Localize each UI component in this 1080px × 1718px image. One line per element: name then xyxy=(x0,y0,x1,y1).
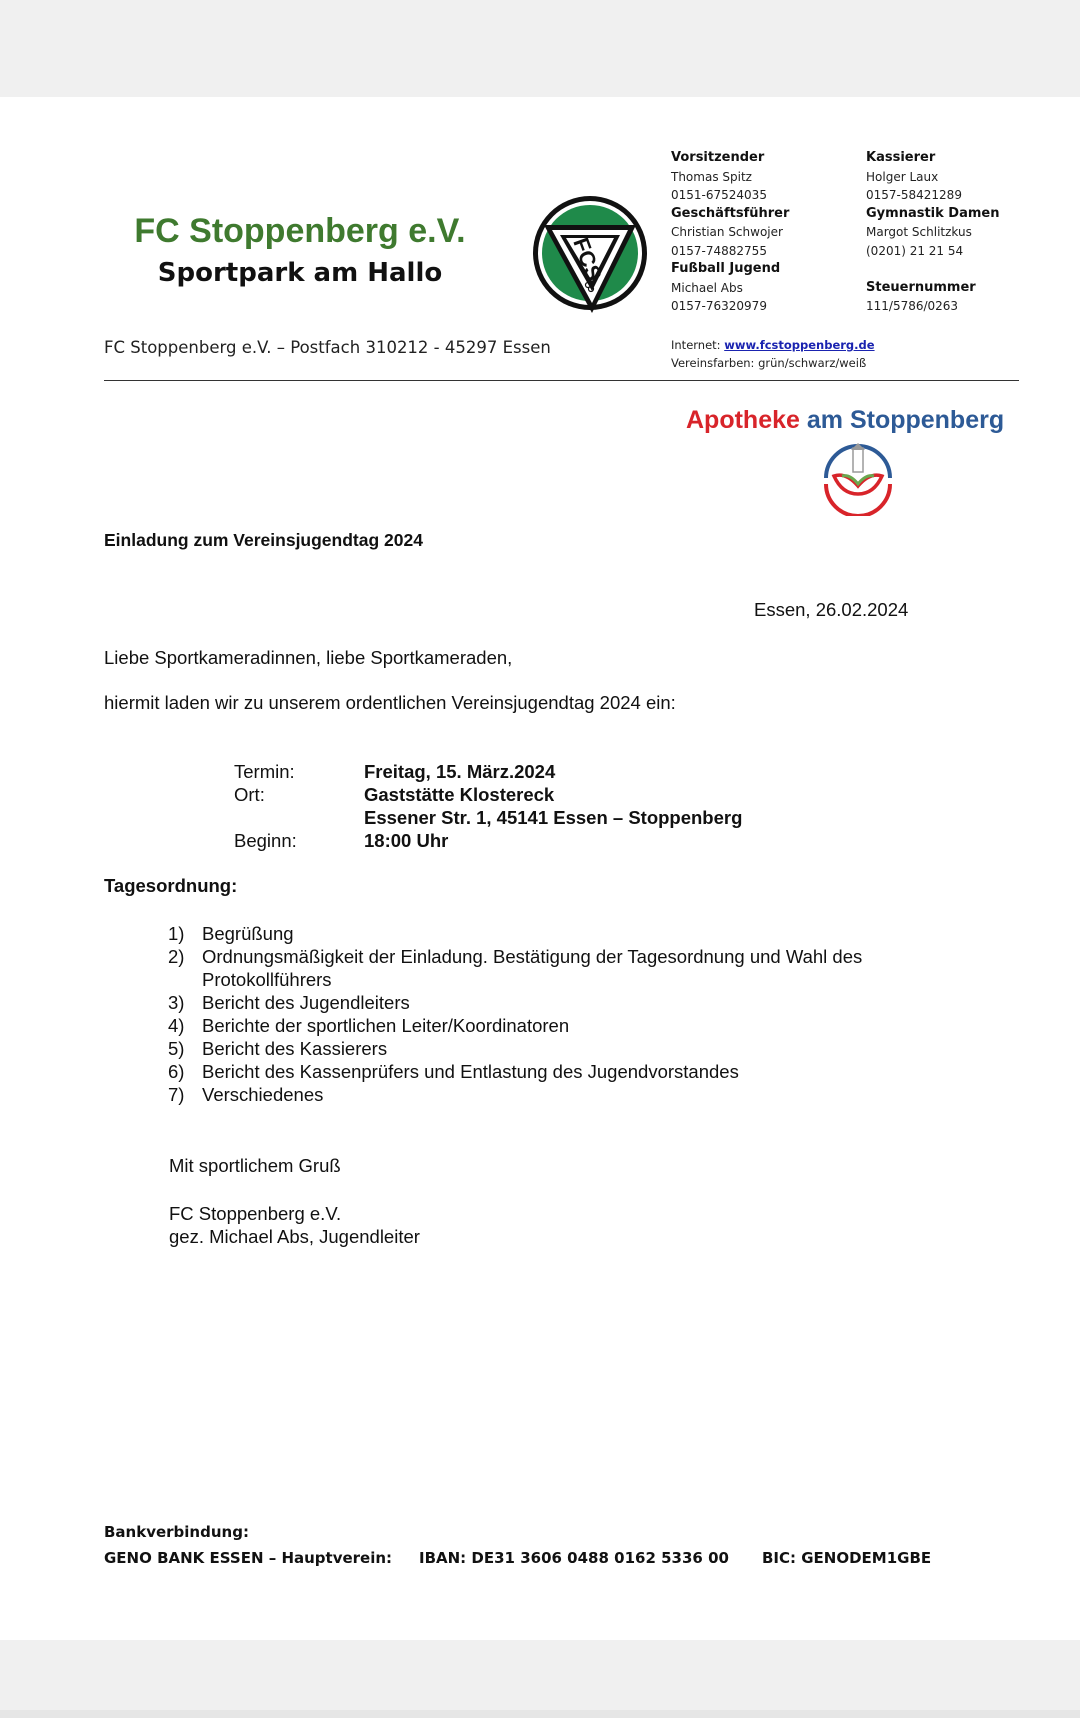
club-colors: Vereinsfarben: grün/schwarz/weiß xyxy=(671,356,867,370)
sponsor-name-part2: am Stoppenberg xyxy=(806,406,1005,434)
tax-number: 111/5786/0263 xyxy=(866,299,959,313)
letter-date: Essen, 26.02.2024 xyxy=(754,599,909,620)
contact-role: Geschäftsführer xyxy=(671,205,790,221)
bank-label: Bankverbindung: xyxy=(104,1523,249,1541)
contact-name: Holger Laux xyxy=(866,169,939,184)
agenda-item: 5) Bericht des Kassierers xyxy=(168,1038,388,1059)
contact-role: Vorsitzender xyxy=(671,150,765,165)
ort-label: Ort: xyxy=(234,784,265,805)
bottom-margin-band xyxy=(0,1640,1080,1718)
club-subtitle: Sportpark am Hallo xyxy=(157,258,443,288)
letter-closing: Mit sportlichem Gruß xyxy=(169,1155,341,1176)
contact-phone: 0157-76320979 xyxy=(671,299,767,313)
agenda-title: Tagesordnung: xyxy=(104,875,238,896)
contacts-right-column xyxy=(866,149,999,316)
contact-phone: 0157-74882755 xyxy=(671,243,767,258)
internet-info xyxy=(671,336,875,372)
contact-phone: 0151-67524035 xyxy=(671,188,767,202)
contact-role: Gymnastik Damen xyxy=(866,205,1000,221)
termin-label: Termin: xyxy=(234,761,295,782)
internet-label: Internet: xyxy=(671,338,721,352)
bank-iban: IBAN: DE31 3606 0488 0162 5336 00 xyxy=(419,1549,729,1567)
bank-name: GENO BANK ESSEN – Hauptverein: xyxy=(104,1549,393,1567)
signature-org: FC Stoppenberg e.V. xyxy=(169,1203,342,1224)
club-name: FC Stoppenberg e.V. xyxy=(134,212,466,250)
signature-name: gez. Michael Abs, Jugendleiter xyxy=(169,1226,420,1247)
letter-signature xyxy=(169,1202,420,1248)
ort-value: Gaststätte Klostereck xyxy=(364,784,555,805)
contact-name: Thomas Spitz xyxy=(671,169,752,184)
contact-phone: 0157-58421289 xyxy=(866,188,962,202)
termin-value: Freitag, 15. März.2024 xyxy=(364,761,556,782)
postal-address: FC Stoppenberg e.V. – Postfach 310212 - 45297 Essen xyxy=(104,338,551,357)
agenda-item: 7) Verschiedenes xyxy=(168,1084,324,1105)
agenda-item: 6) Bericht des Kassenprüfers und Entlastung des Jugendvorstandes xyxy=(168,1061,739,1082)
club-logo xyxy=(530,193,650,317)
contact-name: Michael Abs xyxy=(671,280,743,295)
beginn-label: Beginn: xyxy=(234,830,297,851)
letter-subject: Einladung zum Vereinsjugendtag 2024 xyxy=(104,530,423,550)
ort-address: Essener Str. 1, 45141 Essen – Stoppenberg xyxy=(364,807,743,828)
event-details xyxy=(234,760,742,852)
tax-number-label: Steuernummer xyxy=(866,279,976,295)
agenda-item: 1) Begrüßung xyxy=(168,923,294,944)
contact-name: Margot Schlitzkus xyxy=(866,225,972,239)
contact-role: Fußball Jugend xyxy=(671,261,781,276)
contact-phone: (0201) 21 21 54 xyxy=(866,243,964,258)
sponsor-logo xyxy=(820,442,896,516)
letter-greeting: Liebe Sportkameradinnen, liebe Sportkameraden, xyxy=(104,647,513,668)
agenda-list xyxy=(168,922,958,1106)
contact-name: Christian Schwojer xyxy=(671,225,783,239)
club-logo-letters: FCS xyxy=(568,234,607,285)
beginn-value: 18:00 Uhr xyxy=(364,830,449,851)
bank-bic: BIC: GENODEM1GBE xyxy=(762,1549,932,1567)
sponsor-name xyxy=(686,406,1004,435)
agenda-item: 3) Bericht des Jugendleiters xyxy=(168,992,410,1013)
top-margin-band xyxy=(0,0,1080,97)
letter-intro: hiermit laden wir zu unserem ordentlichen Vereinsjugendtag 2024 ein: xyxy=(104,692,676,713)
header-divider xyxy=(104,380,1019,381)
sponsor-name-part1: Apotheke xyxy=(686,406,800,434)
contact-role: Kassierer xyxy=(866,150,936,165)
agenda-item: 2) Ordnungsmäßigkeit der Einladung. Bestätigung der Tagesordnung und Wahl des Protokollführers xyxy=(168,946,863,990)
website-link[interactable]: www.fcstoppenberg.de xyxy=(724,338,875,352)
agenda-item: 4) Berichte der sportlichen Leiter/Koordinatoren xyxy=(168,1015,570,1036)
contacts-left-column xyxy=(671,149,789,316)
